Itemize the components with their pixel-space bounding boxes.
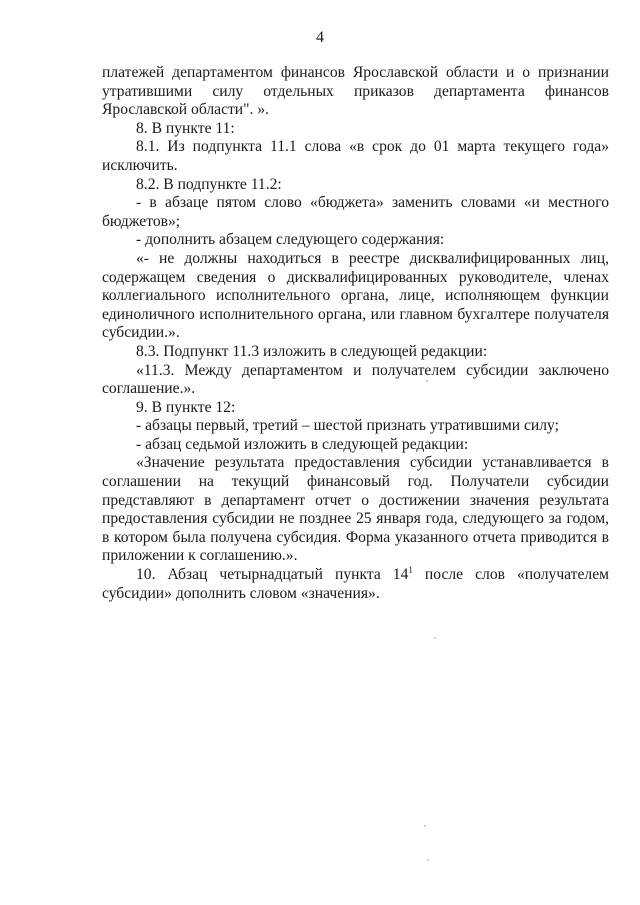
item-10 (102, 566, 609, 603)
item-9-heading: 9. В пункте 12: (136, 398, 236, 416)
item-8-2-new-paragraph: «- не должны находиться в реестре дисквалифицированных лиц, содержащем сведения о дисквалифицированных руководителе, членах коллегиального исполнительного органа, лице, исполняющем функции единоличного исполнительного органа, или главном бухгалтере получателя субсидии.». (102, 249, 609, 342)
item-8-2-change-1: - в абзаце пятом слово «бюджета» заменить словами «и местного бюджетов»; (102, 194, 609, 230)
item-8-2-heading: 8.2. В подпункте 11.2: (136, 175, 282, 193)
item-9-new-paragraph: «Значение результата предоставления субсидии устанавливается в соглашении на текущий финансовый год. Получатели субсидии представляют в департамент отчет о достижении значения результата предоставления субсидии не позднее 25 января года, следующего за годом, в котором была получена субсидия. Форма указанного отчета приводится в приложении к соглашению.». (102, 454, 609, 565)
item-8-heading: 8. В пункте 11: (136, 119, 235, 137)
item-10-text-before: 10. Абзац четырнадцатый пункта 14 (136, 566, 409, 584)
item-8-2-change-2: - дополнить абзацем следующего содержания: (136, 231, 445, 249)
item-10-text-after: после слов «получателем субсидии» дополнить словом «значения». (102, 566, 609, 602)
item-9-change-2: - абзац седьмой изложить в следующей редакции: (136, 435, 469, 453)
item-9-change-1: - абзацы первый, третий – шестой признать утратившими силу; (136, 417, 559, 435)
item-8-1: 8.1. Из подпункта 11.1 слова «в срок до 01 марта текущего года» исключить. (102, 138, 609, 174)
document-body (102, 64, 609, 603)
item-10-superscript: 1 (408, 564, 413, 575)
page-number: 4 (316, 29, 324, 46)
paragraph-continuation: платежей департаментом финансов Ярославской области и о признании утратившими силу отдельных приказов департамента финансов Ярославской области". ». (102, 64, 609, 119)
item-8-3-heading: 8.3. Подпункт 11.3 изложить в следующей редакции: (136, 342, 488, 360)
item-8-3-text: «11.3. Между департаментом и получателем субсидии заключено соглашение.». (102, 361, 609, 398)
